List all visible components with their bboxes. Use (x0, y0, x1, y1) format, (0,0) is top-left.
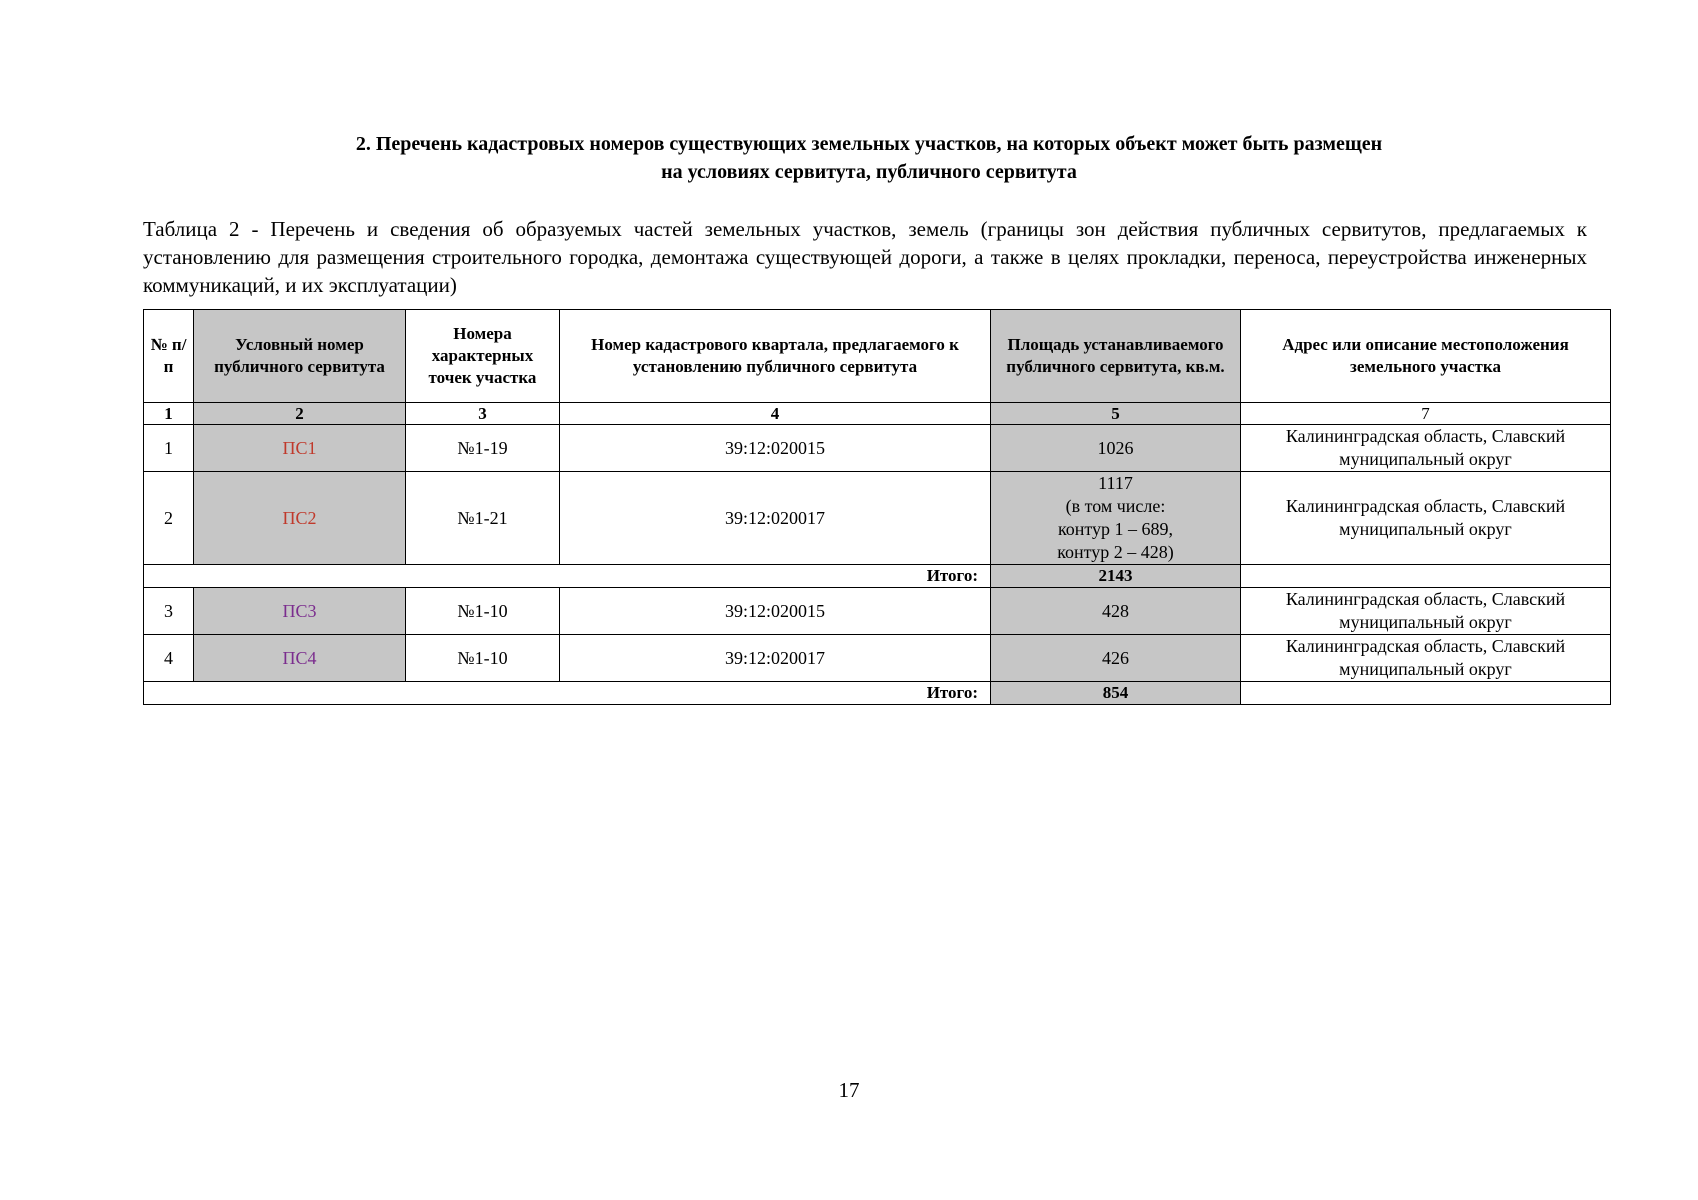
row-quarter: 39:12:020017 (560, 635, 991, 682)
row-code: ПС3 (194, 588, 406, 635)
total-label: Итого: (144, 682, 991, 705)
section-heading-line-2: на условиях сервитута, публичного сервитута (661, 161, 1077, 183)
row-quarter: 39:12:020017 (560, 472, 991, 565)
row-area (991, 588, 1241, 635)
row-code: ПС1 (194, 425, 406, 472)
row-area-line: контур 1 – 689, (1057, 519, 1174, 539)
table-row (144, 635, 1611, 682)
row-area-line: 426 (1102, 647, 1129, 668)
column-number: 5 (991, 403, 1241, 425)
header-points: Номера характерных точек участка (406, 310, 560, 403)
row-area-line: контур 2 – 428) (1057, 542, 1174, 562)
row-quarter: 39:12:020015 (560, 588, 991, 635)
section-heading-line-1: 2. Перечень кадастровых номеров существующих земельных участков, на которых объект может быть размещен (355, 133, 1383, 155)
row-area (991, 635, 1241, 682)
header-code: Условный номер публичного сервитута (194, 310, 406, 403)
table-row (144, 588, 1611, 635)
row-points: №1-10 (406, 588, 560, 635)
column-number: 2 (194, 403, 406, 425)
row-address: Калининградская область, Славский муниципальный округ (1241, 472, 1611, 565)
header-area: Площадь устанавливаемого публичного сервитута, кв.м. (991, 310, 1241, 403)
table-row (144, 472, 1611, 565)
total-value: 854 (991, 682, 1241, 705)
header-address: Адрес или описание местоположения земельного участка (1241, 310, 1611, 403)
total-empty-cell (1241, 682, 1611, 705)
row-points: №1-21 (406, 472, 560, 565)
header-quarter: Номер кадастрового квартала, предлагаемого к установлению публичного сервитута (560, 310, 991, 403)
row-points: №1-10 (406, 635, 560, 682)
servitude-table (143, 309, 1611, 705)
row-address: Калининградская область, Славский муниципальный округ (1241, 425, 1611, 472)
row-area-line: 1026 (1097, 437, 1134, 458)
total-empty-cell (1241, 565, 1611, 588)
row-code: ПС2 (194, 472, 406, 565)
table-header-row (144, 310, 1611, 403)
table-caption: Таблица 2 - Перечень и сведения об образуемых частей земельных участков, земель (границы зон действия публичных сервитутов, предлагаемых к установлению для размещения строительного городка, демонтажа существующей дороги, а также в целях прокладки, переноса, переустройства инженерных коммуникаций, и их эксплуатации) (143, 217, 1587, 297)
page-number: 17 (838, 1078, 860, 1102)
column-number: 3 (406, 403, 560, 425)
section-heading (140, 130, 1598, 186)
row-area (991, 425, 1241, 472)
header-num: № п/п (144, 310, 194, 403)
row-points: №1-19 (406, 425, 560, 472)
row-address: Калининградская область, Славский муниципальный округ (1241, 635, 1611, 682)
total-label: Итого: (144, 565, 991, 588)
row-num: 3 (144, 588, 194, 635)
row-num: 2 (144, 472, 194, 565)
column-number-row (144, 403, 1611, 425)
row-quarter: 39:12:020015 (560, 425, 991, 472)
row-area-line: 428 (1102, 600, 1129, 621)
total-value: 2143 (991, 565, 1241, 588)
total-row (144, 682, 1611, 705)
row-address: Калининградская область, Славский муниципальный округ (1241, 588, 1611, 635)
total-row (144, 565, 1611, 588)
row-num: 4 (144, 635, 194, 682)
column-number: 7 (1241, 403, 1611, 425)
column-number: 4 (560, 403, 991, 425)
table-row (144, 425, 1611, 472)
row-num: 1 (144, 425, 194, 472)
row-area-line: 1117 (1098, 473, 1133, 493)
row-code: ПС4 (194, 635, 406, 682)
column-number: 1 (144, 403, 194, 425)
row-area (991, 472, 1241, 565)
row-area-line: (в том числе: (1065, 496, 1166, 516)
